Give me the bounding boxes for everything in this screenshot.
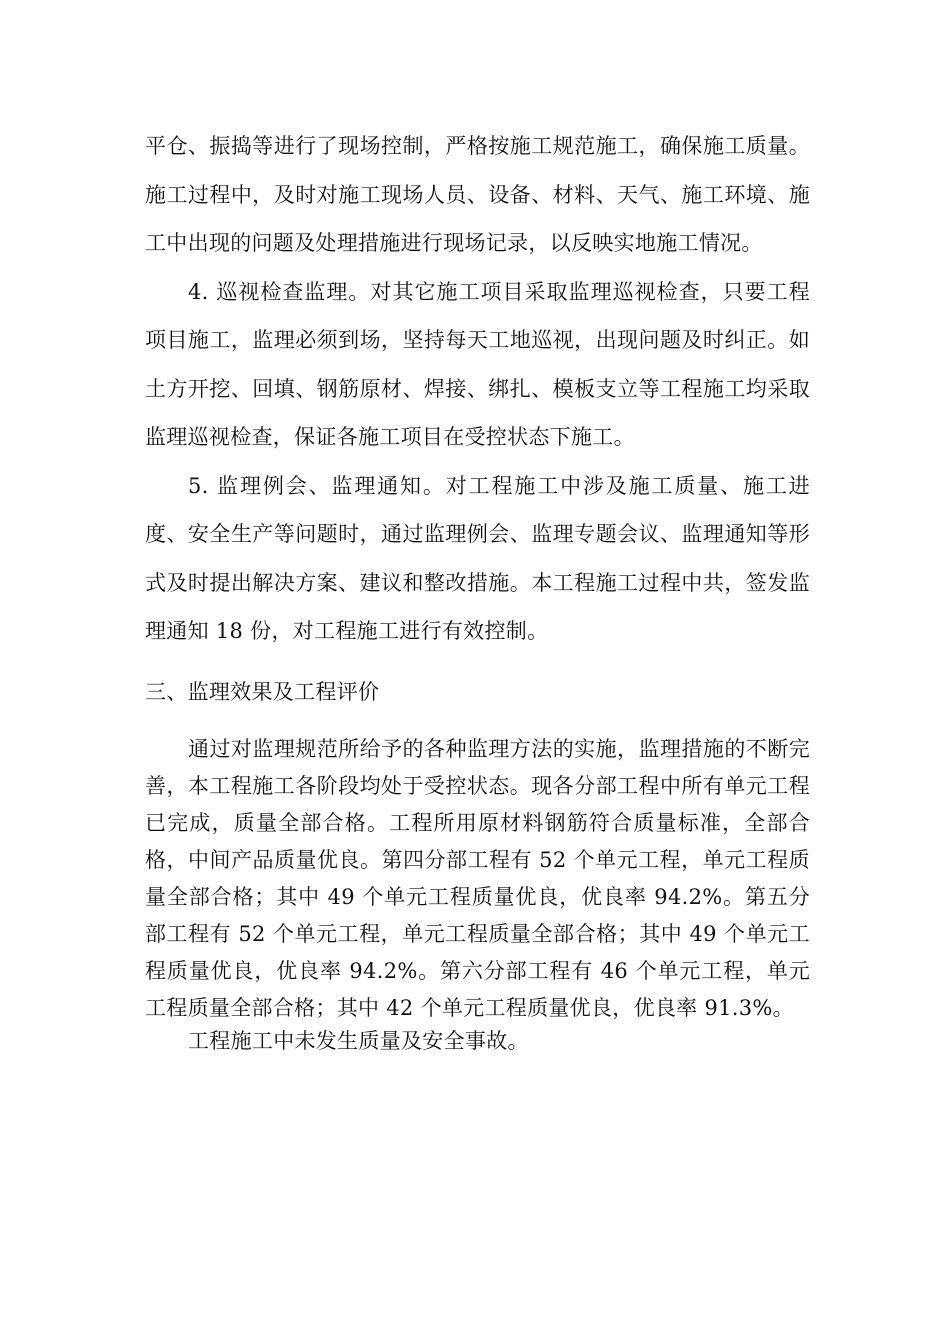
item-4-paragraph: 4. 巡视检查监理。对其它施工项目采取监理巡视检查，只要工程项目施工，监理必须到场，坚持每天工地巡视，出现问题及时纠正。如土方开挖、回填、钢筋原材、焊接、绑扎、模板支立等工程施工均采取监理巡视检查，保证各施工项目在受控状态下施工。 [145, 279, 810, 449]
continuation-paragraph: 平仓、振捣等进行了现场控制，严格按施工规范施工，确保施工质量。施工过程中，及时对施工现场人员、设备、材料、天气、施工环境、施工中出现的问题及处理措施进行现场记录，以反映实地施工情况。 [145, 134, 810, 255]
evaluation-paragraph: 通过对监理规范所给予的各种监理方法的实施，监理措施的不断完善，本工程施工各阶段均处于受控状态。现各分部工程中所有单元工程已完成，质量全部合格。工程所用原材料钢筋符合质量标准，全部合格，中间产品质量优良。第四分部工程有 52 个单元工程，单元工程质量全部合格；其中 49 个单元工程质量优良，优良率 94.2%。第五分部工程有 52 个单元工程，单元工程质量全部合格；其中 49 个单元工程质量优良，优良率 94.2%。第六分部工程有 46 个单元工程，单元工程质量全部合格；其中 42 个单元工程质量优良，优良率 91.3%。 [145, 737, 810, 1020]
section-heading: 三、监理效果及工程评价 [145, 680, 380, 704]
item-5-paragraph: 5. 监理例会、监理通知。对工程施工中涉及施工质量、施工进度、安全生产等问题时，通过监理例会、监理专题会议、监理通知等形式及时提出解决方案、建议和整改措施。本工程施工过程中共，签发监理通知 18 份，对工程施工进行有效控制。 [145, 473, 810, 643]
conclusion-section [145, 1023, 810, 1060]
supervision-methods-section [145, 122, 810, 656]
conclusion-paragraph: 工程施工中未发生质量及安全事故。 [188, 1029, 529, 1053]
evaluation-section [145, 731, 810, 1027]
